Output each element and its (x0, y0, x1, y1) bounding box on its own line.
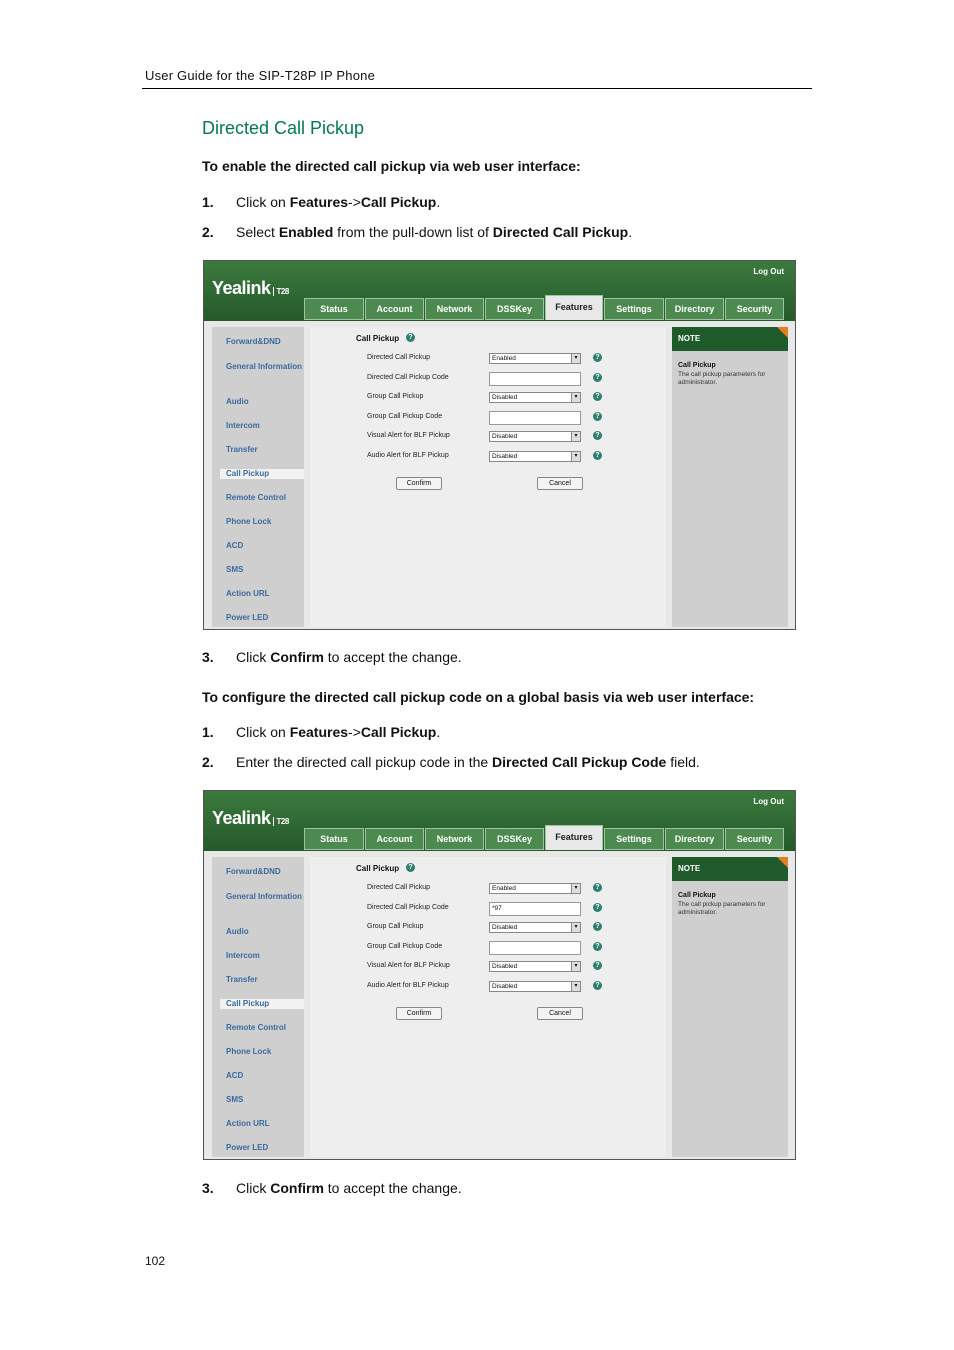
ui-banner (204, 791, 795, 851)
yealink-logo: Yealink T28 (212, 808, 289, 828)
field-select[interactable]: Disabled ▾ (489, 392, 581, 403)
field-select[interactable]: Disabled ▾ (489, 981, 581, 992)
help-icon[interactable]: ? (593, 431, 602, 440)
tab-6[interactable]: Directory (665, 298, 724, 320)
chevron-down-icon: ▾ (571, 432, 580, 441)
help-icon[interactable]: ? (406, 863, 415, 872)
note-text: The call pickup parameters for administrator. (678, 901, 766, 916)
sidebar-item-4[interactable]: Transfer (226, 975, 258, 984)
field-label: Visual Alert for BLF Pickup (367, 432, 450, 439)
sidebar-item-2[interactable]: Audio (226, 927, 249, 936)
note-title: Call Pickup (678, 892, 716, 899)
field-label: Directed Call Pickup (367, 354, 431, 361)
tab-4[interactable]: Features (545, 825, 603, 850)
field-select[interactable]: Disabled ▾ (489, 961, 581, 972)
chevron-down-icon: ▾ (571, 923, 580, 932)
help-icon[interactable]: ? (593, 451, 602, 460)
sidebar-item-7[interactable]: Phone Lock (226, 1047, 272, 1056)
sidebar-item-9[interactable]: SMS (226, 1095, 244, 1104)
chevron-down-icon: ▾ (571, 884, 580, 893)
note-text: The call pickup parameters for administrator. (678, 371, 766, 386)
panel-title: Call Pickup (356, 334, 400, 343)
tab-5[interactable]: Settings (604, 298, 664, 320)
ui-banner (204, 261, 795, 321)
sidebar-item-1[interactable]: General Information (226, 362, 303, 371)
sidebar-item-10[interactable]: Action URL (226, 589, 270, 598)
step-number: 3. (202, 649, 214, 665)
sidebar-item-1[interactable]: General Information (226, 892, 303, 901)
sidebar (212, 327, 304, 627)
field-select[interactable]: Disabled ▾ (489, 431, 581, 442)
note-panel (672, 857, 788, 1157)
note-corner (777, 327, 788, 338)
tab-1[interactable]: Account (365, 828, 424, 850)
chevron-down-icon: ▾ (571, 452, 580, 461)
sidebar-item-8[interactable]: ACD (226, 541, 244, 550)
yealink-logo: Yealink T28 (212, 278, 289, 298)
help-icon[interactable]: ? (593, 961, 602, 970)
field-input[interactable] (489, 411, 581, 425)
help-icon[interactable]: ? (593, 373, 602, 382)
field-input[interactable]: *97 (489, 902, 581, 916)
help-icon[interactable]: ? (593, 922, 602, 931)
settings-panel (310, 857, 666, 1157)
sidebar-item-10[interactable]: Action URL (226, 1119, 270, 1128)
step-number: 3. (202, 1180, 214, 1196)
step-number: 1. (202, 194, 214, 210)
help-icon[interactable]: ? (593, 353, 602, 362)
tab-2[interactable]: Network (425, 828, 484, 850)
sidebar-item-3[interactable]: Intercom (226, 421, 260, 430)
section-title: Directed Call Pickup (202, 118, 365, 138)
sidebar-item-9[interactable]: SMS (226, 565, 244, 574)
tab-0[interactable]: Status (304, 298, 364, 320)
help-icon[interactable]: ? (593, 883, 602, 892)
field-label: Audio Alert for BLF Pickup (367, 452, 449, 459)
sidebar-item-8[interactable]: ACD (226, 1071, 244, 1080)
field-label: Directed Call Pickup (367, 884, 431, 891)
logout-link[interactable]: Log Out (753, 267, 784, 276)
field-label: Directed Call Pickup Code (367, 904, 449, 911)
sidebar-item-5[interactable]: Call Pickup (220, 999, 304, 1009)
tab-6[interactable]: Directory (665, 828, 724, 850)
field-label: Group Call Pickup (367, 393, 424, 400)
field-select[interactable]: Enabled ▾ (489, 883, 581, 894)
chevron-down-icon: ▾ (571, 354, 580, 363)
step-number: 2. (202, 754, 214, 770)
procedure-title-1: To enable the directed call pickup via web user interface: (202, 158, 581, 174)
field-select[interactable]: Enabled ▾ (489, 353, 581, 364)
chevron-down-icon: ▾ (571, 393, 580, 402)
chevron-down-icon: ▾ (571, 962, 580, 971)
tab-0[interactable]: Status (304, 828, 364, 850)
tab-7[interactable]: Security (725, 828, 784, 850)
field-label: Group Call Pickup (367, 923, 424, 930)
tab-5[interactable]: Settings (604, 828, 664, 850)
step-number: 2. (202, 224, 214, 240)
note-panel (672, 327, 788, 627)
web-ui-screenshot-1 (203, 260, 796, 630)
field-input[interactable] (489, 372, 581, 386)
tab-2[interactable]: Network (425, 298, 484, 320)
note-corner (777, 857, 788, 868)
field-label: Visual Alert for BLF Pickup (367, 962, 450, 969)
help-icon[interactable]: ? (593, 392, 602, 401)
page-number: 102 (145, 1254, 166, 1268)
field-label: Directed Call Pickup Code (367, 374, 449, 381)
field-label: Audio Alert for BLF Pickup (367, 982, 449, 989)
tab-3[interactable]: DSSKey (485, 828, 544, 850)
tab-7[interactable]: Security (725, 298, 784, 320)
sidebar-item-2[interactable]: Audio (226, 397, 249, 406)
note-header: NOTE (672, 327, 788, 351)
field-input[interactable] (489, 941, 581, 955)
tab-4[interactable]: Features (545, 295, 603, 320)
cancel-button[interactable]: Cancel (537, 1007, 583, 1020)
web-ui-screenshot-2 (203, 790, 796, 1160)
sidebar (212, 857, 304, 1157)
help-icon[interactable]: ? (593, 981, 602, 990)
field-label: Group Call Pickup Code (367, 943, 443, 950)
confirm-button[interactable]: Confirm (396, 477, 442, 490)
help-icon[interactable]: ? (593, 412, 602, 421)
panel-title: Call Pickup (356, 864, 400, 873)
field-select[interactable]: Disabled ▾ (489, 451, 581, 462)
sidebar-item-7[interactable]: Phone Lock (226, 517, 272, 526)
sidebar-item-6[interactable]: Remote Control (226, 1023, 286, 1032)
page-header: User Guide for the SIP-T28P IP Phone (145, 68, 376, 83)
sidebar-item-3[interactable]: Intercom (226, 951, 260, 960)
note-header: NOTE (672, 857, 788, 881)
field-select[interactable]: Disabled ▾ (489, 922, 581, 933)
sidebar-item-0[interactable]: Forward&DND (226, 867, 281, 876)
note-title: Call Pickup (678, 362, 716, 369)
cancel-button[interactable]: Cancel (537, 477, 583, 490)
confirm-button[interactable]: Confirm (396, 1007, 442, 1020)
tab-1[interactable]: Account (365, 298, 424, 320)
field-label: Group Call Pickup Code (367, 413, 443, 420)
chevron-down-icon: ▾ (571, 982, 580, 991)
sidebar-item-5[interactable]: Call Pickup (220, 469, 304, 479)
tab-3[interactable]: DSSKey (485, 298, 544, 320)
sidebar-item-4[interactable]: Transfer (226, 445, 258, 454)
help-icon[interactable]: ? (593, 942, 602, 951)
sidebar-item-6[interactable]: Remote Control (226, 493, 286, 502)
help-icon[interactable]: ? (593, 903, 602, 912)
header-rule (142, 88, 812, 89)
step-number: 1. (202, 724, 214, 740)
sidebar-item-0[interactable]: Forward&DND (226, 337, 281, 346)
procedure-title-2: To configure the directed call pickup code on a global basis via web user interface: (202, 689, 755, 705)
sidebar-item-11[interactable]: Power LED (226, 613, 269, 622)
logout-link[interactable]: Log Out (753, 797, 784, 806)
settings-panel (310, 327, 666, 627)
sidebar-item-11[interactable]: Power LED (226, 1143, 269, 1152)
help-icon[interactable]: ? (406, 333, 415, 342)
